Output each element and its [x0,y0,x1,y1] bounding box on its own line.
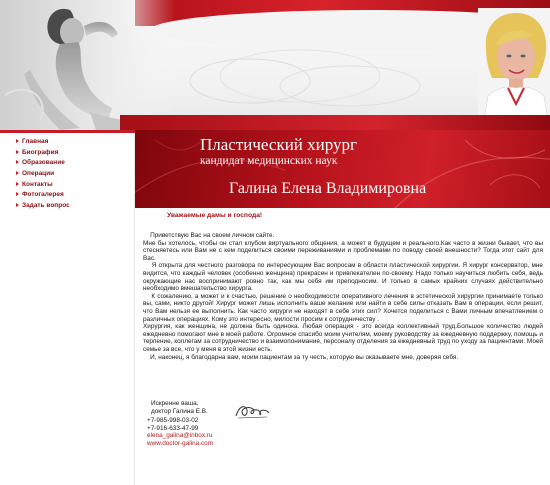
bullet-icon [16,203,19,207]
paragraph: К сожалению, а может и к счастью, решение о необходимости оперативного лечения в эстетической хирургии принимаете только вы, сами, никто другой! Хирург может лишь исполнить ваше желание или найти в себе силы отказать Вам в операции, если решит, что Вам нельзя ее выполнить. Как часто хирурги не находят в себе этих сил? Хочется поделиться с Вами личным впечатлением о различных операциях. Кому это интересно, милости просим к сотрудничеству . [143,292,543,323]
phone-number: +7-916-633-47-99 [147,424,199,432]
banner-doctor-name: Галина Елена Владимировна [229,180,427,197]
website-link[interactable]: www.doctor-galina.com [147,439,214,447]
title-banner [135,130,550,208]
nav-item-label: Образование [22,159,65,167]
signoff-line: доктор Галина Е.В. [151,407,208,415]
bullet-icon [16,150,19,154]
paragraph: И, наконец, я благодарна вам, моим пациентам за ту честь, которую вы оказываете мне, доверяя себя. [143,353,459,361]
site-header [0,0,550,130]
email-link[interactable]: elena_galina@inbox.ru [147,432,213,440]
paragraph: Приветствую Вас на своем личном сайте. [143,232,275,239]
nav-item-ask-question[interactable] [0,200,135,211]
bullet-icon [16,139,19,143]
bullet-icon [16,171,19,175]
bullet-icon [16,192,19,196]
nav-item-label: Задать вопрос [22,201,70,209]
main-nav [0,136,135,211]
nav-item-home[interactable] [0,136,135,147]
nav-item-contacts[interactable] [0,179,135,190]
nav-item-label: Главная [22,137,49,145]
nav-item-label: Контакты [22,180,53,188]
nav-item-biography[interactable] [0,147,135,158]
nav-item-label: Биография [22,148,59,156]
nav-item-education[interactable] [0,157,135,168]
greeting-heading: Уважаемые дамы и господа! [167,212,263,219]
welcome-text [143,232,543,361]
doctor-portrait-photo [478,8,550,120]
phone-number: +7-985-998-03-02 [147,417,199,424]
signoff-line: Искренне ваша, [151,400,199,407]
sidebar [0,130,135,485]
banner-subtitle: кандидат медицинских наук [200,155,338,167]
header-bottom-band [120,115,550,130]
nav-item-label: Фотогалерея [22,191,64,199]
decorative-rings [180,26,440,116]
nav-item-operations[interactable] [0,168,135,179]
banner-title: Пластический хирург [200,135,357,154]
paragraph: Я открыта для честного разговора по интересующим Вас вопросам в области пластической хирургии. Я хирург консерватор, мне видится, что каждый человек (особенно женщина) прекрасен и привлекателен по-своему. Надо только научиться любить себя, ведь окружающие нас воспринимают ровно так, как мы себя им преподносим. И только в самых крайних случаях действительно необходимо вмешательство хирурга. [143,262,543,293]
paragraph: Мне бы хотелось, чтобы он стал клубом виртуального общения, а может в будущем и реального.Как часто в жизни бывает, что вы стесняетесь или Вам не с кем поделиться своими переживаниями и проблемами по поводу своей внешности? Тогда этот сайт для Вас. [143,239,543,262]
sidebar-top-line [0,130,135,133]
paragraph: Хирургия, как женщина, не должна быть одинока. Любая операция - это всегда коллективный труд.Большое количество людей ежедневно помогают мне в моей работе. Огромное спасибо моим учителям, моему руководству за ежедневную поддержку, помощь и терпение, коллегам за сотрудничество и взаимопонимание, персоналу отделения за ежедневный труд по уходу за пациентами. Моей семье за все, что у меня в этой жизни есть. [143,323,543,353]
bullet-icon [16,182,19,186]
bullet-icon [16,160,19,164]
woman-silhouette-photo [0,0,175,130]
contacts-block [147,417,347,447]
nav-item-photogallery[interactable] [0,189,135,200]
nav-item-label: Операции [22,169,55,177]
